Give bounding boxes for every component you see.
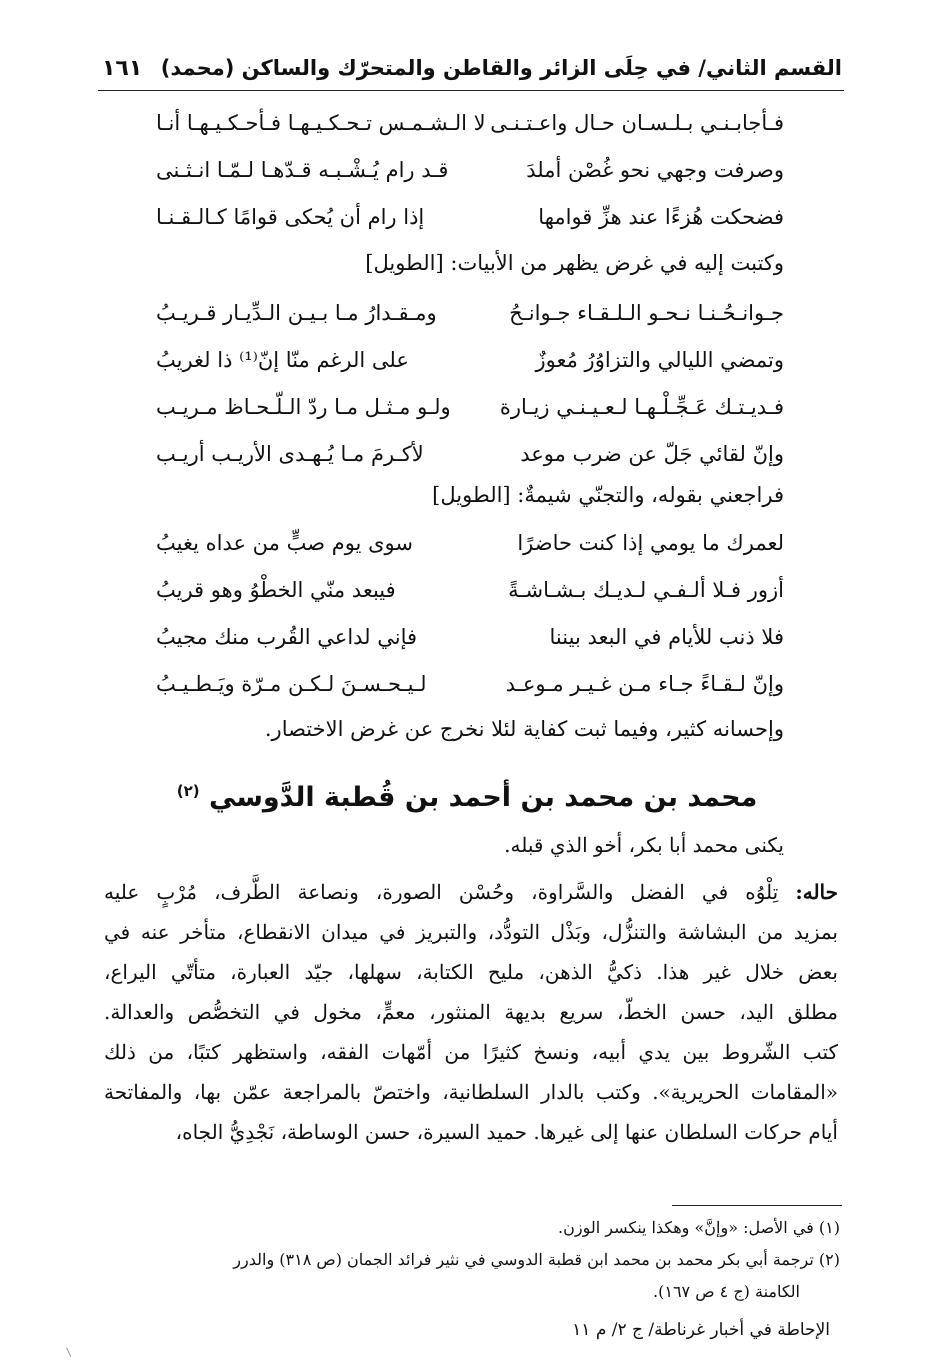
verse-row	[150, 194, 784, 241]
verse-first-hemistich: لعمرك ما يومي إذا كنت حاضرًا	[517, 531, 784, 555]
header-title: القسم الثاني/ في حِلَى الزائر والقاطن والمتحرّك والساكن (محمد)	[160, 56, 842, 80]
verse-first-hemistich: فـأجابـنـي بـلـسـان حـال واعـتـنـى	[490, 111, 784, 135]
footnote-text: ترجمة أبي بكر محمد بن محمد ابن قطبة الدوسي في نثير فرائد الجمان (ص ٣١٨) والدرر	[233, 1250, 814, 1269]
closing-line: وإحسانه كثير، وفيما ثبت كفاية لئلا نخرج عن غرض الاختصار.	[264, 717, 784, 741]
footer-signature: الإحاطة في أخبار غرناطة/ ج ٢/ م ١١	[572, 1320, 830, 1340]
poem-3	[150, 520, 784, 708]
footnote-number: (١)	[818, 1218, 840, 1237]
verse-row	[150, 431, 784, 478]
header-rule	[98, 90, 844, 91]
verse-second-hemistich: فإني لداعي القُرب منك مجيبُ	[156, 625, 418, 649]
verse-row	[150, 147, 784, 194]
verse-row	[150, 567, 784, 614]
verse-second-hemistich: لـيـحـسـنَ لـكـن مـرّة ويَـطـيـبُ	[156, 672, 427, 696]
footnote-1	[104, 1212, 840, 1244]
verse-second-hemistich: لأكـرمَ مـا يُـهـدى الأريـب أريـب	[156, 442, 424, 466]
verse-second-hemistich: ومـقـدارُ مـا بـيـن الـدِّيـار قـريـبُ	[156, 301, 437, 325]
poem-2-intro: وكتبت إليه في غرض يظهر من الأبيات: [الطويل]	[365, 251, 784, 275]
verse-second-hemistich: ولـو مـثـل مـا ردّ الـلّـحـاظ مـريـب	[156, 395, 451, 419]
scan-mark	[66, 1345, 77, 1357]
paragraph-line-text: تِلْوُه في الفضل والسَّراوة، وحُسْن الصورة، ونصاعة الطَّرف، مُرْبٍ عليه	[104, 880, 779, 904]
verse-first-hemistich: وتمضي الليالي والتزاوُرُ مُعوزٌ	[535, 348, 784, 372]
verse-first-hemistich: فلا ذنب للأيام في البعد بيننا	[549, 625, 784, 649]
verse-row	[150, 100, 784, 147]
verse-second-hemistich: لا الـشـمـس تـحـكـيـهـا فـأحـكـيـهـا أنـا	[156, 111, 486, 135]
verse-row	[150, 290, 784, 337]
verse-second-hemistich: قـد رام يُـشْـبـه قـدّهـا لـمّـا انـثـنى	[156, 158, 449, 182]
verse-row	[150, 384, 784, 431]
verse-second-hemistich: سوى يوم صبٍّ من عداه يغيبُ	[156, 531, 413, 555]
page-number: ١٦١	[102, 56, 143, 81]
kunya-line: يكنى محمد أبا بكر، أخو الذي قبله.	[504, 833, 784, 857]
verse-row	[150, 337, 784, 384]
poem-3-intro: فراجعني بقوله، والتجنّي شيمةٌ: [الطويل]	[432, 483, 784, 507]
paragraph-line: مطلق اليد، حسن الخطّ، سريع بديهة المنثور، معمٍّ، مخول في التخصُّص والعدالة.	[104, 1000, 838, 1024]
verse-first-hemistich: وصرفت وجهي نحو غُصْن أملدَ	[526, 158, 784, 182]
poem-1	[150, 100, 784, 241]
footnote-rule	[672, 1205, 842, 1206]
section-heading-text: محمد بن محمد بن أحمد بن قُطبة الدَّوسي	[209, 782, 758, 813]
paragraph-line: كتب الشّروط بين يدي أبيه، ونسخ كثيرًا من أمّهات الفقه، واستظهر كتبًا، من ذلك	[104, 1040, 838, 1064]
verse-first-hemistich: فضحكت هُزءًا عند هزِّ قوامها	[538, 205, 784, 229]
verse-first-hemistich: جـوانـحُـنـا نـحـو الـلـقـاء جـوانـحُ	[509, 301, 784, 325]
footnote-text: في الأصل: «وإنَّ» وهكذا ينكسر الوزن.	[558, 1218, 814, 1237]
running-header	[98, 52, 842, 92]
verse-row	[150, 661, 784, 708]
poem-2	[150, 290, 784, 478]
verse-row	[150, 520, 784, 567]
footnote-2	[104, 1244, 840, 1276]
verse-first-hemistich: وإنّ لـقـاءً جـاء مـن غـيـر مـوعـد	[505, 672, 784, 696]
paragraph-line	[104, 872, 838, 912]
paragraph-line: بمزيد من البشاشة والتنزُّل، وبَذْل التودُّد، والتبريز في ميدان الانقطاع، متأخر عنه في	[104, 920, 838, 944]
footnote-number: (٢)	[818, 1250, 840, 1269]
biography-paragraph	[104, 872, 838, 1152]
paragraph-lead: حاله:	[795, 880, 839, 904]
verse-second-hemistich: على الرغم منّا إنّ⁽¹⁾ ذا لغريبُ	[156, 348, 409, 372]
verse-second-hemistich: إذا رام أن يُحكى قوامًا كـالـقـنـا	[156, 205, 425, 229]
verse-first-hemistich: أزور فـلا ألـفـي لـديـك بـشـاشـةً	[508, 578, 784, 602]
footnote-2-continued: الكامنة (ج ٤ ص ١٦٧).	[653, 1282, 800, 1301]
verse-first-hemistich: وإنّ لقائي جَلّ عن ضرب موعد	[520, 442, 784, 466]
paragraph-line: «المقامات الحريرية». وكتب بالدار السلطانية، واختصّ بالمراجعة عمّن بها، والمفاتحة	[104, 1080, 838, 1104]
verse-first-hemistich: فـديـتـك عَـجِّـلْـهـا لـعـيـنـي زيـارة	[499, 395, 784, 419]
verse-row	[150, 614, 784, 661]
verse-second-hemistich: فيبعد منّي الخطْوُ وهو قريبُ	[156, 578, 396, 602]
paragraph-line: بعض خلال غير هذا. ذكيُّ الذهن، مليح الكتابة، سهلها، جيّد العبارة، متأتّي اليراع،	[104, 960, 838, 984]
paragraph-line: أيام حركات السلطان عنها إلى غيرها. حميد السيرة، حسن الوساطة، نَجْدِيُّ الجاه،	[175, 1120, 838, 1144]
section-heading	[0, 782, 934, 813]
footnotes	[104, 1212, 840, 1308]
footnote-ref-2: (٢)	[176, 782, 200, 800]
